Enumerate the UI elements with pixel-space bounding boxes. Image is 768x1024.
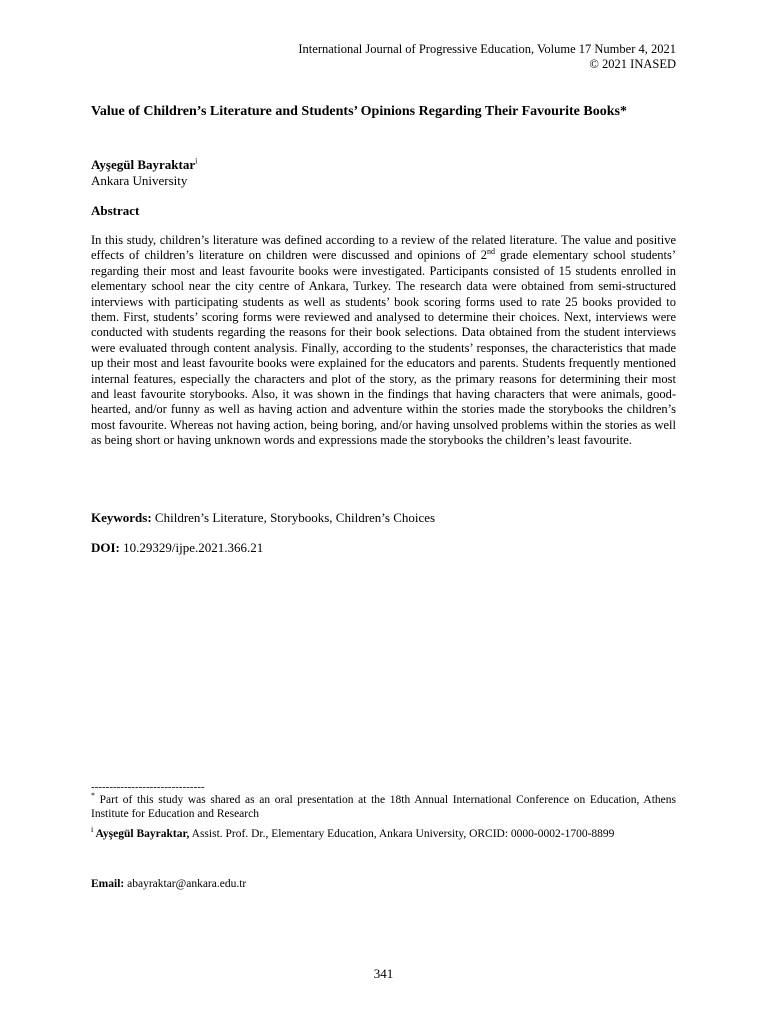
author-name: Ayşegül Bayraktar xyxy=(91,157,196,172)
footnote-separator: ------------------------------- xyxy=(91,781,205,793)
doi-label: DOI: xyxy=(91,540,120,555)
footnote-1-marker: * xyxy=(91,791,95,801)
title-footnote-marker: * xyxy=(619,104,627,119)
copyright-notice: © 2021 INASED xyxy=(589,57,676,71)
abstract-body xyxy=(91,233,676,449)
paper-page xyxy=(91,0,676,1024)
keywords-line xyxy=(91,510,435,526)
footnote-2-text: Assist. Prof. Dr., Elementary Education, Ankara University, ORCID: 0000-0002-1700-8899 xyxy=(189,828,615,840)
running-header xyxy=(298,42,676,72)
title-text: Value of Children’s Literature and Students’ Opinions Regarding Their Favourite Books xyxy=(91,104,620,119)
abstract-text-part1: In this study, children’s literature was defined according to a review of the related literature. The value and positive effects of children’s literature on children were discussed and opinions of 2 xyxy=(91,233,676,263)
footnote-2-marker: i xyxy=(91,825,94,835)
paper-title xyxy=(91,102,676,121)
abstract-ordinal-suffix: nd xyxy=(487,247,496,257)
footnote-presentation xyxy=(91,793,676,821)
keywords-label: Keywords: xyxy=(91,510,152,525)
abstract-text-part2: grade elementary school students’ regarding their most and least favourite books were investigated. Participants consisted of 15 students enrolled in elementary school near the city centre of Ankara, Turkey. The research data were obtained from semi-structured interviews with participating students as well as students’ book scoring forms used to rate 25 books provided to them. First, students’ scoring forms were reviewed and analysed to determine their choices. Next, interviews were conducted with students regarding the reasons for their book selections. Data obtained from the student interviews were evaluated through content analysis. Finally, according to the students’ responses, the characteristics that made up their most and least favourite books were explained for the educators and parents. Students frequently mentioned internal features, especially the characters and plot of the story, as the primary reasons for determining their most and least favourite storybooks. Also, it was shown in the findings that having characters that were animals, good-hearted, and/or funny as well as having action and adventure within the stories made the storybooks the children’s most favourite. Whereas not having action, being boring, and/or having unsolved problems within the stories as well as being short or having unknown words and expressions made the storybooks the children’s least favourite. xyxy=(91,248,676,448)
email-line xyxy=(91,878,246,890)
author-footnote-marker: i xyxy=(195,156,198,166)
page-number: 341 xyxy=(373,966,394,981)
author-affiliation: Ankara University xyxy=(91,173,188,188)
footnote-author xyxy=(91,827,676,841)
doi-line xyxy=(91,540,263,556)
author-block xyxy=(91,157,197,189)
footnote-1-text: Part of this study was shared as an oral presentation at the 18th Annual International Conference on Education, Athens Institute for Education and Research xyxy=(91,794,676,820)
email-address[interactable]: abayraktar@ankara.edu.tr xyxy=(124,878,247,890)
email-label: Email: xyxy=(91,878,125,890)
abstract-heading: Abstract xyxy=(91,203,140,218)
footnote-2-author-name: Ayşegül Bayraktar, xyxy=(93,828,190,840)
journal-citation: International Journal of Progressive Education, Volume 17 Number 4, 2021 xyxy=(298,42,676,56)
doi-value: 10.29329/ijpe.2021.366.21 xyxy=(119,540,264,555)
keywords-value: Children’s Literature, Storybooks, Children’s Choices xyxy=(151,510,436,525)
